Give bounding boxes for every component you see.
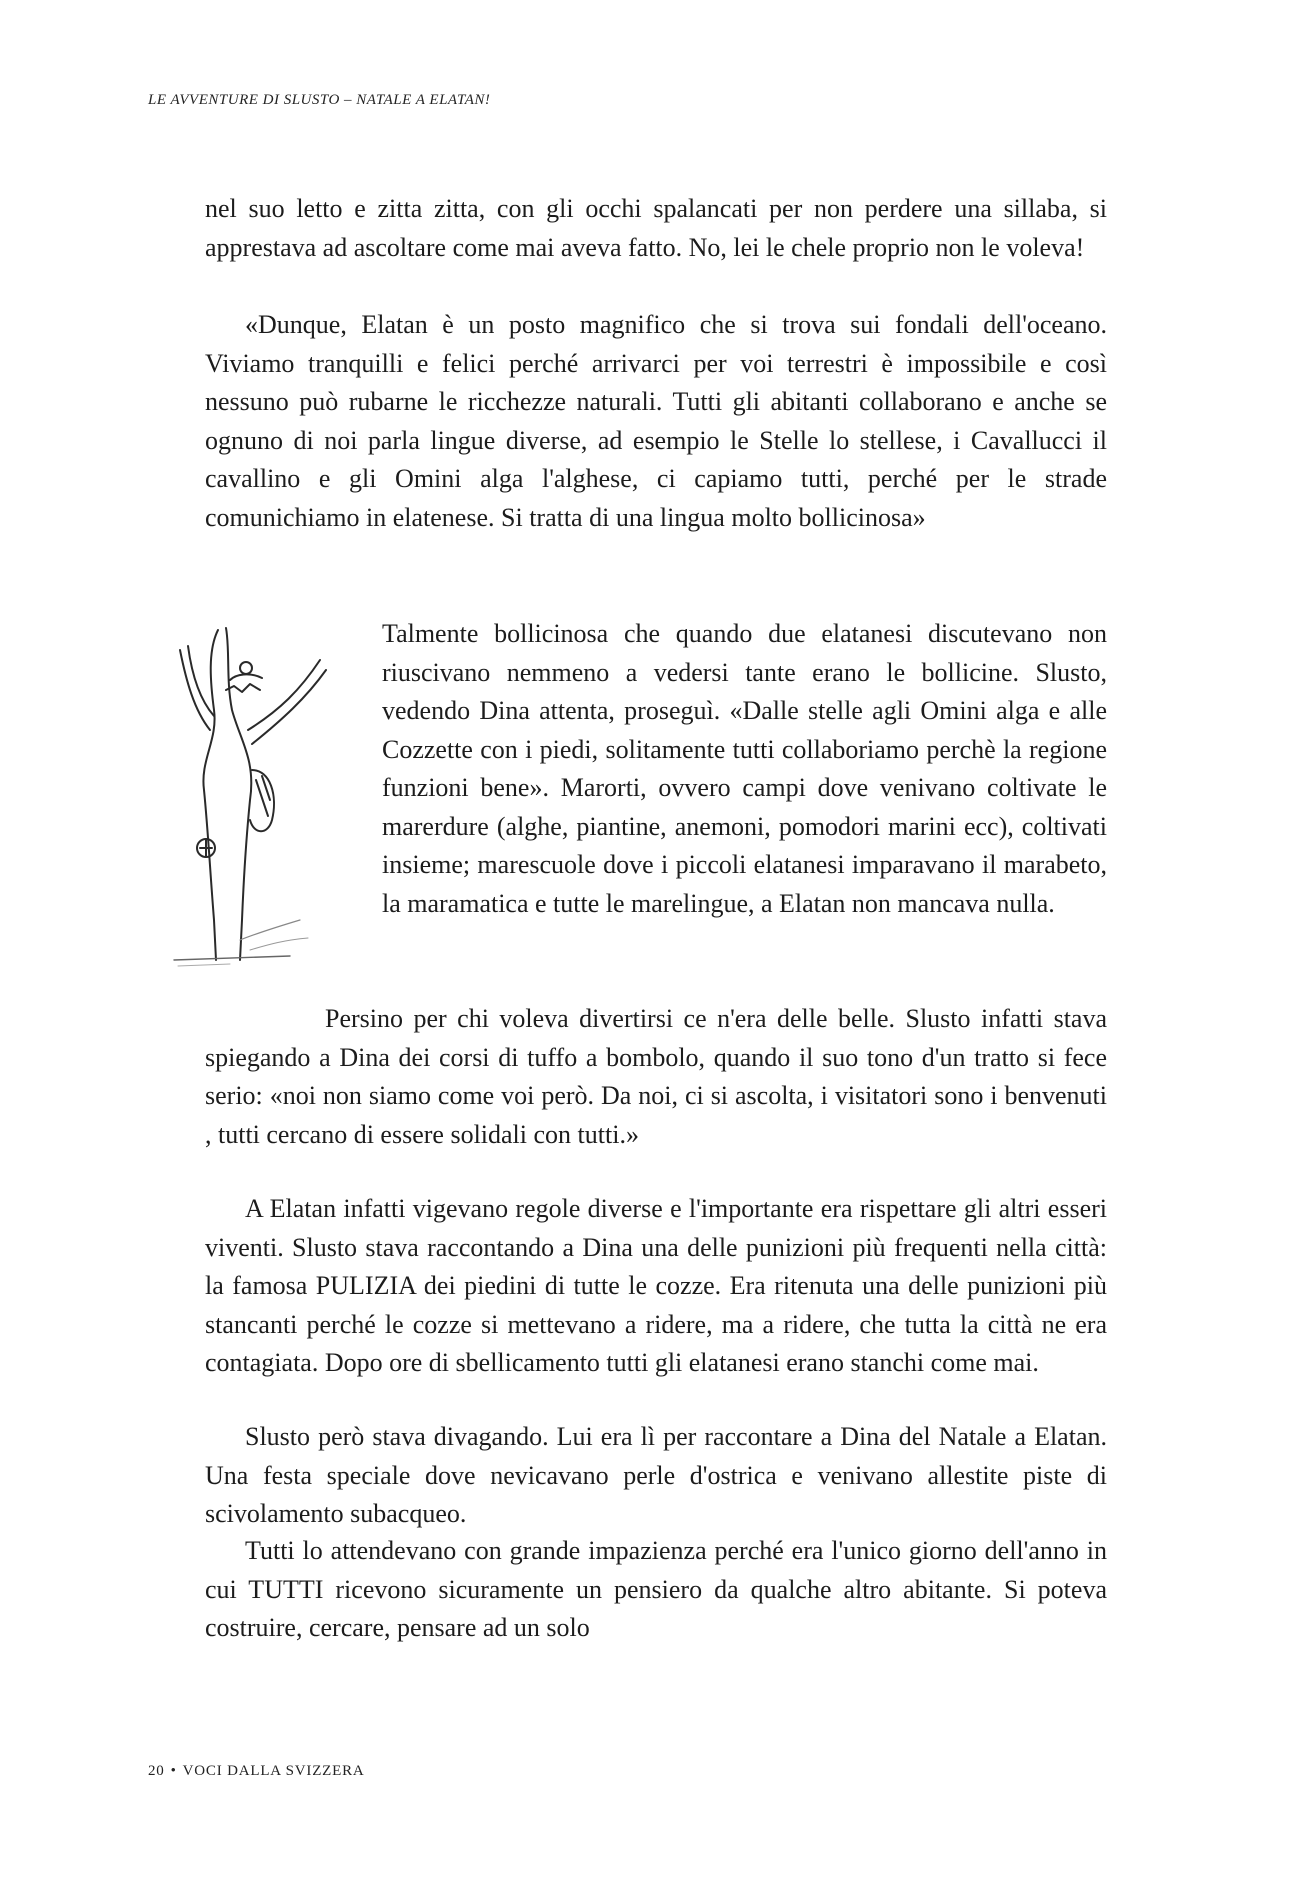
paragraph-4: Persino per chi voleva divertirsi ce n'era delle belle. Slusto infatti stava spiegando a Dina dei corsi di tuffo a bombolo, quando il suo tono d'un tratto si fece serio: «noi non siamo come voi però. Da noi, ci si ascolta, i visitatori sono i benvenuti , tutti cercano di essere solidali con tutti.» xyxy=(205,1004,1107,1149)
publication-title: VOCI DALLA SVIZZERA xyxy=(182,1763,365,1779)
paragraph-7: Tutti lo attendevano con grande impazienza perché era l'unico giorno dell'anno in cui TUTTI ricevono sicuramente un pensiero da qualche altro abitante. Si poteva costruire, cercare, pensare ad un solo xyxy=(205,1536,1107,1642)
paragraph-2: «Dunque, Elatan è un posto magnifico che si trova sui fondali dell'oceano. Viviamo tranquilli e felici perché arrivarci per voi terrestri è impossibile e così nessuno può rubarne le ricchezze naturali. Tutti gli abitanti collaborano e anche se ognuno di noi parla lingue diverse, ad esempio le Stelle lo stellese, i Cavallucci il cavallino e gli Omini alga l'alghese, ci capiamo tutti, perché per le strade comunichiamo in elatenese. Si tratta di una lingua molto bollicinosa» xyxy=(205,310,1107,532)
paragraph-6: Slusto però stava divagando. Lui era lì per raccontare a Dina del Natale a Elatan. Una festa speciale dove nevicavano perle d'ostrica e venivano allestite piste di scivolamento subacqueo. xyxy=(205,1422,1107,1528)
page-number: 20 xyxy=(148,1763,165,1779)
seaweed-creature-drawing-icon xyxy=(170,620,330,980)
footer-separator: • xyxy=(170,1763,177,1779)
page-footer xyxy=(148,1763,365,1780)
paragraph-5: A Elatan infatti vigevano regole diverse e l'importante era rispettare gli altri esseri viventi. Slusto stava raccontando a Dina una delle punizioni più frequenti nella città: la famosa PULIZIA dei piedini di tutte le cozze. Era ritenuta una delle punizioni più stancanti perché le cozze si mettevano a ridere, ma a ridere, che tutta la città ne era contagiata. Dopo ore di sbellicamento tutti gli elatanesi erano stanchi come mai. xyxy=(205,1194,1107,1377)
paragraph-3: Talmente bollicinosa che quando due elatanesi discutevano non riuscivano nemmeno a vedersi tante erano le bollicine. Slusto, vedendo Dina attenta, proseguì. «Dalle stelle agli Omini alga e alle Cozzette con i piedi, solitamente tutti collaboriamo perchè la regione funzioni bene». Marorti, ovvero campi dove venivano coltivate le marerdure (alghe, piantine, anemoni, pomodori marini ecc), coltivati insieme; marescuole dove i piccoli elatanesi imparavano il marabeto, la maramatica e tutte le marelingue, a Elatan non mancava nulla. xyxy=(382,619,1107,918)
running-header: LE AVVENTURE DI SLUSTO – NATALE A ELATAN! xyxy=(148,92,491,108)
paragraph-1: nel suo letto e zitta zitta, con gli occhi spalancati per non perdere una sillaba, si apprestava ad ascoltare come mai aveva fatto. No, lei le chele proprio non le voleva! xyxy=(205,194,1107,262)
